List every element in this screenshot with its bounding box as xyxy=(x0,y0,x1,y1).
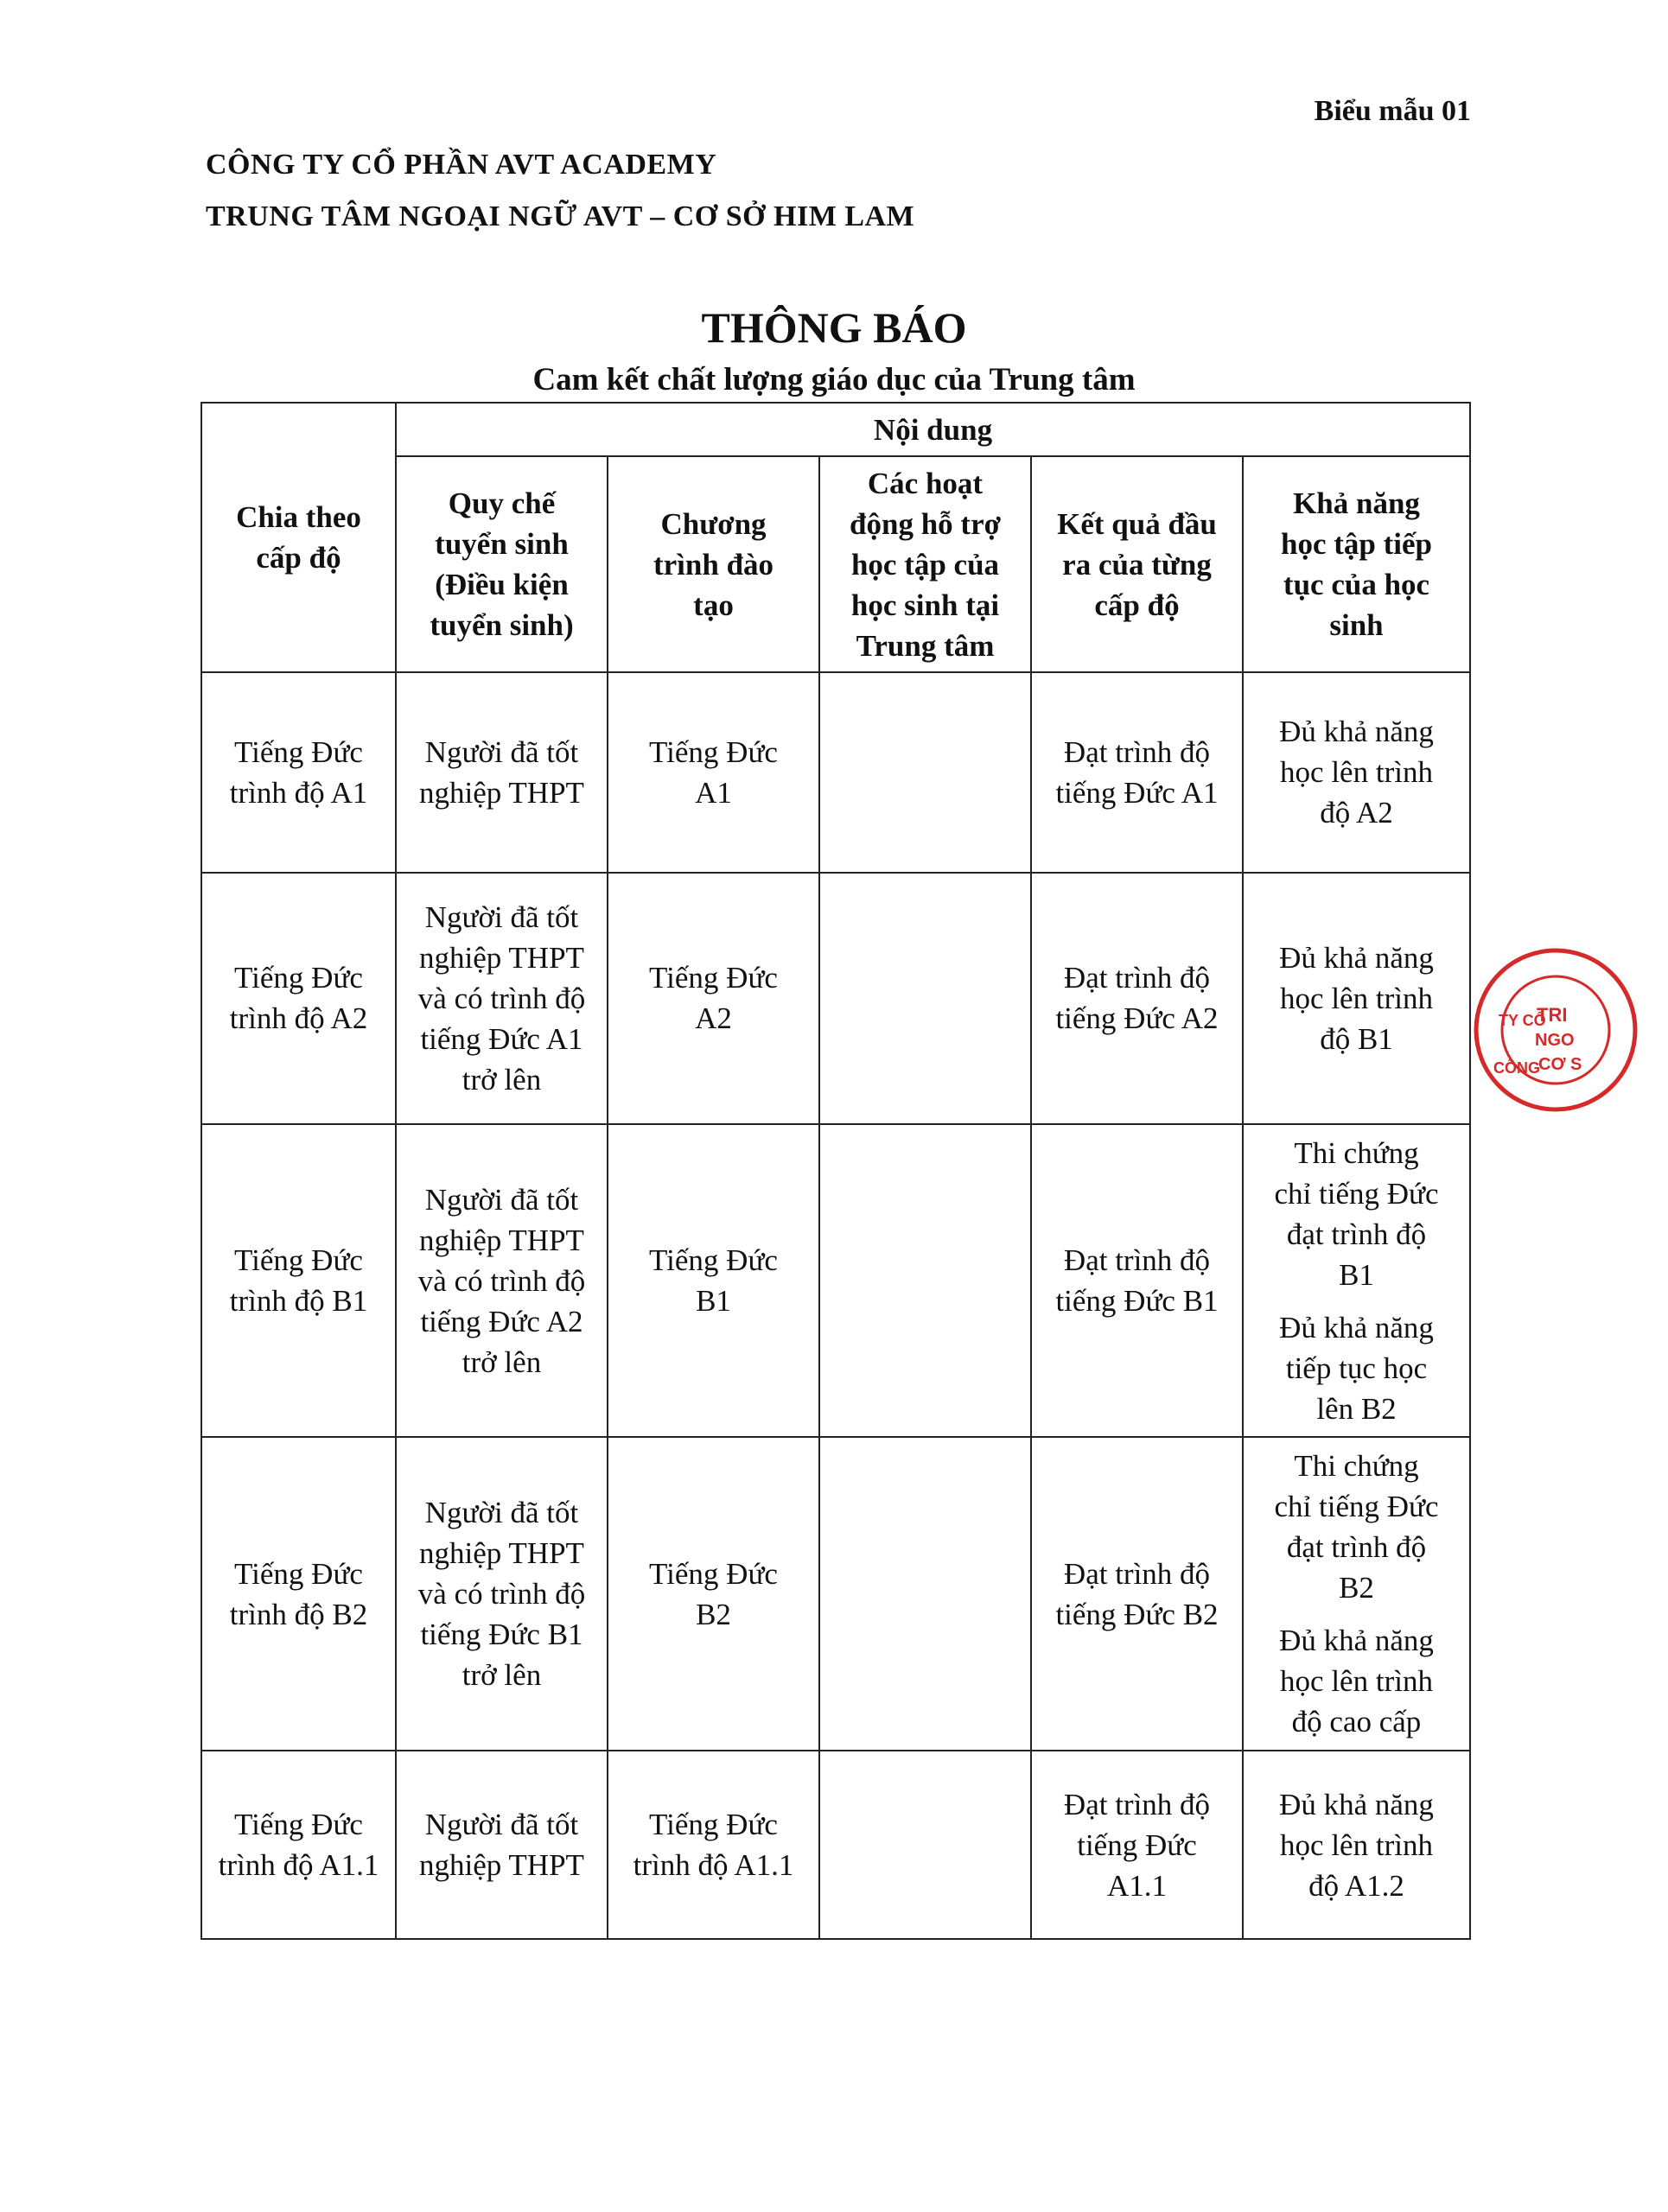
level-cell: Tiếng Đức trình độ A1.1 xyxy=(201,1751,396,1939)
table-row xyxy=(201,672,1470,873)
seal-ring-text-left: TY CỔ xyxy=(1499,1012,1546,1029)
company-name: CÔNG TY CỔ PHẦN AVT ACADEMY xyxy=(206,149,717,181)
outcome-cell: Đạt trình độ tiếng Đức A2 xyxy=(1031,873,1243,1124)
header-admission: Quy chế tuyển sinh (Điều kiện tuyển sinh) xyxy=(396,456,608,672)
level-cell: Tiếng Đức trình độ B2 xyxy=(201,1437,396,1751)
header-support: Các hoạt động hỗ trợ học tập của học sinh tại Trung tâm xyxy=(819,456,1031,672)
level-cell: Tiếng Đức trình độ A1 xyxy=(201,672,396,873)
seal-inner-line-2: NGO xyxy=(1535,1031,1575,1050)
outcome-cell: Đạt trình độ tiếng Đức B1 xyxy=(1031,1124,1243,1438)
outcome-cell: Đạt trình độ tiếng Đức A1 xyxy=(1031,672,1243,873)
seal-inner-line-1: TRI xyxy=(1537,1004,1568,1026)
table-header-row-group xyxy=(201,403,1470,456)
admission-cell: Người đã tốt nghiệp THPT xyxy=(396,1751,608,1939)
continuation-cell xyxy=(1243,873,1470,1124)
level-cell: Tiếng Đức trình độ A2 xyxy=(201,873,396,1124)
support-cell xyxy=(819,1124,1031,1438)
level-cell: Tiếng Đức trình độ B1 xyxy=(201,1124,396,1438)
support-cell xyxy=(819,1751,1031,1939)
table-row xyxy=(201,1751,1470,1939)
seal-inner-line-3: CƠ S xyxy=(1538,1055,1582,1074)
header-level: Chia theo cấp độ xyxy=(201,403,396,672)
table-row xyxy=(201,1437,1470,1751)
outcome-cell: Đạt trình độ tiếng Đức B2 xyxy=(1031,1437,1243,1751)
continuation-item: Đủ khả năng học lên trình độ B1 xyxy=(1279,940,1434,1056)
continuation-cell xyxy=(1243,672,1470,873)
continuation-item: Thi chứng chỉ tiếng Đức đạt trình độ B1 xyxy=(1274,1135,1439,1292)
commitment-table xyxy=(201,402,1471,1940)
table-row xyxy=(201,1124,1470,1438)
header-continuation: Khả năng học tập tiếp tục của học sinh xyxy=(1243,456,1470,672)
program-cell: Tiếng Đức A2 xyxy=(608,873,819,1124)
document-subtitle: Cam kết chất lượng giáo dục của Trung tâm xyxy=(532,362,1136,397)
program-cell: Tiếng Đức trình độ A1.1 xyxy=(608,1751,819,1939)
continuation-item: Đủ khả năng học lên trình độ A2 xyxy=(1279,715,1434,830)
center-name: TRUNG TÂM NGOẠI NGỮ AVT – CƠ SỞ HIM LAM xyxy=(206,200,915,232)
continuation-item: Đủ khả năng tiếp tục học lên B2 xyxy=(1279,1310,1434,1426)
continuation-cell xyxy=(1243,1751,1470,1939)
continuation-item: Đủ khả năng học lên trình độ cao cấp xyxy=(1279,1624,1434,1739)
document-title: THÔNG BÁO xyxy=(701,303,967,352)
seal-ring-text-bottom: CÔNG xyxy=(1493,1059,1540,1077)
program-cell: Tiếng Đức A1 xyxy=(608,672,819,873)
continuation-item: Thi chứng chỉ tiếng Đức đạt trình độ B2 xyxy=(1274,1449,1439,1605)
admission-cell: Người đã tốt nghiệp THPT và có trình độ tiếng Đức A1 trở lên xyxy=(396,873,608,1124)
admission-cell: Người đã tốt nghiệp THPT và có trình độ tiếng Đức B1 trở lên xyxy=(396,1437,608,1751)
continuation-cell xyxy=(1243,1124,1470,1438)
outcome-cell: Đạt trình độ tiếng Đức A1.1 xyxy=(1031,1751,1243,1939)
continuation-cell xyxy=(1243,1437,1470,1751)
admission-cell: Người đã tốt nghiệp THPT và có trình độ tiếng Đức A2 trở lên xyxy=(396,1124,608,1438)
header-content-group: Nội dung xyxy=(396,403,1470,456)
program-cell: Tiếng Đức B2 xyxy=(608,1437,819,1751)
form-code: Biểu mẫu 01 xyxy=(1314,95,1471,127)
support-cell xyxy=(819,1437,1031,1751)
support-cell xyxy=(819,672,1031,873)
program-cell: Tiếng Đức B1 xyxy=(608,1124,819,1438)
admission-cell: Người đã tốt nghiệp THPT xyxy=(396,672,608,873)
header-outcome: Kết quả đầu ra của từng cấp độ xyxy=(1031,456,1243,672)
company-seal xyxy=(1469,944,1642,1116)
support-cell xyxy=(819,873,1031,1124)
continuation-item: Đủ khả năng học lên trình độ A1.2 xyxy=(1279,1787,1434,1903)
table-row xyxy=(201,873,1470,1124)
header-program: Chương trình đào tạo xyxy=(608,456,819,672)
